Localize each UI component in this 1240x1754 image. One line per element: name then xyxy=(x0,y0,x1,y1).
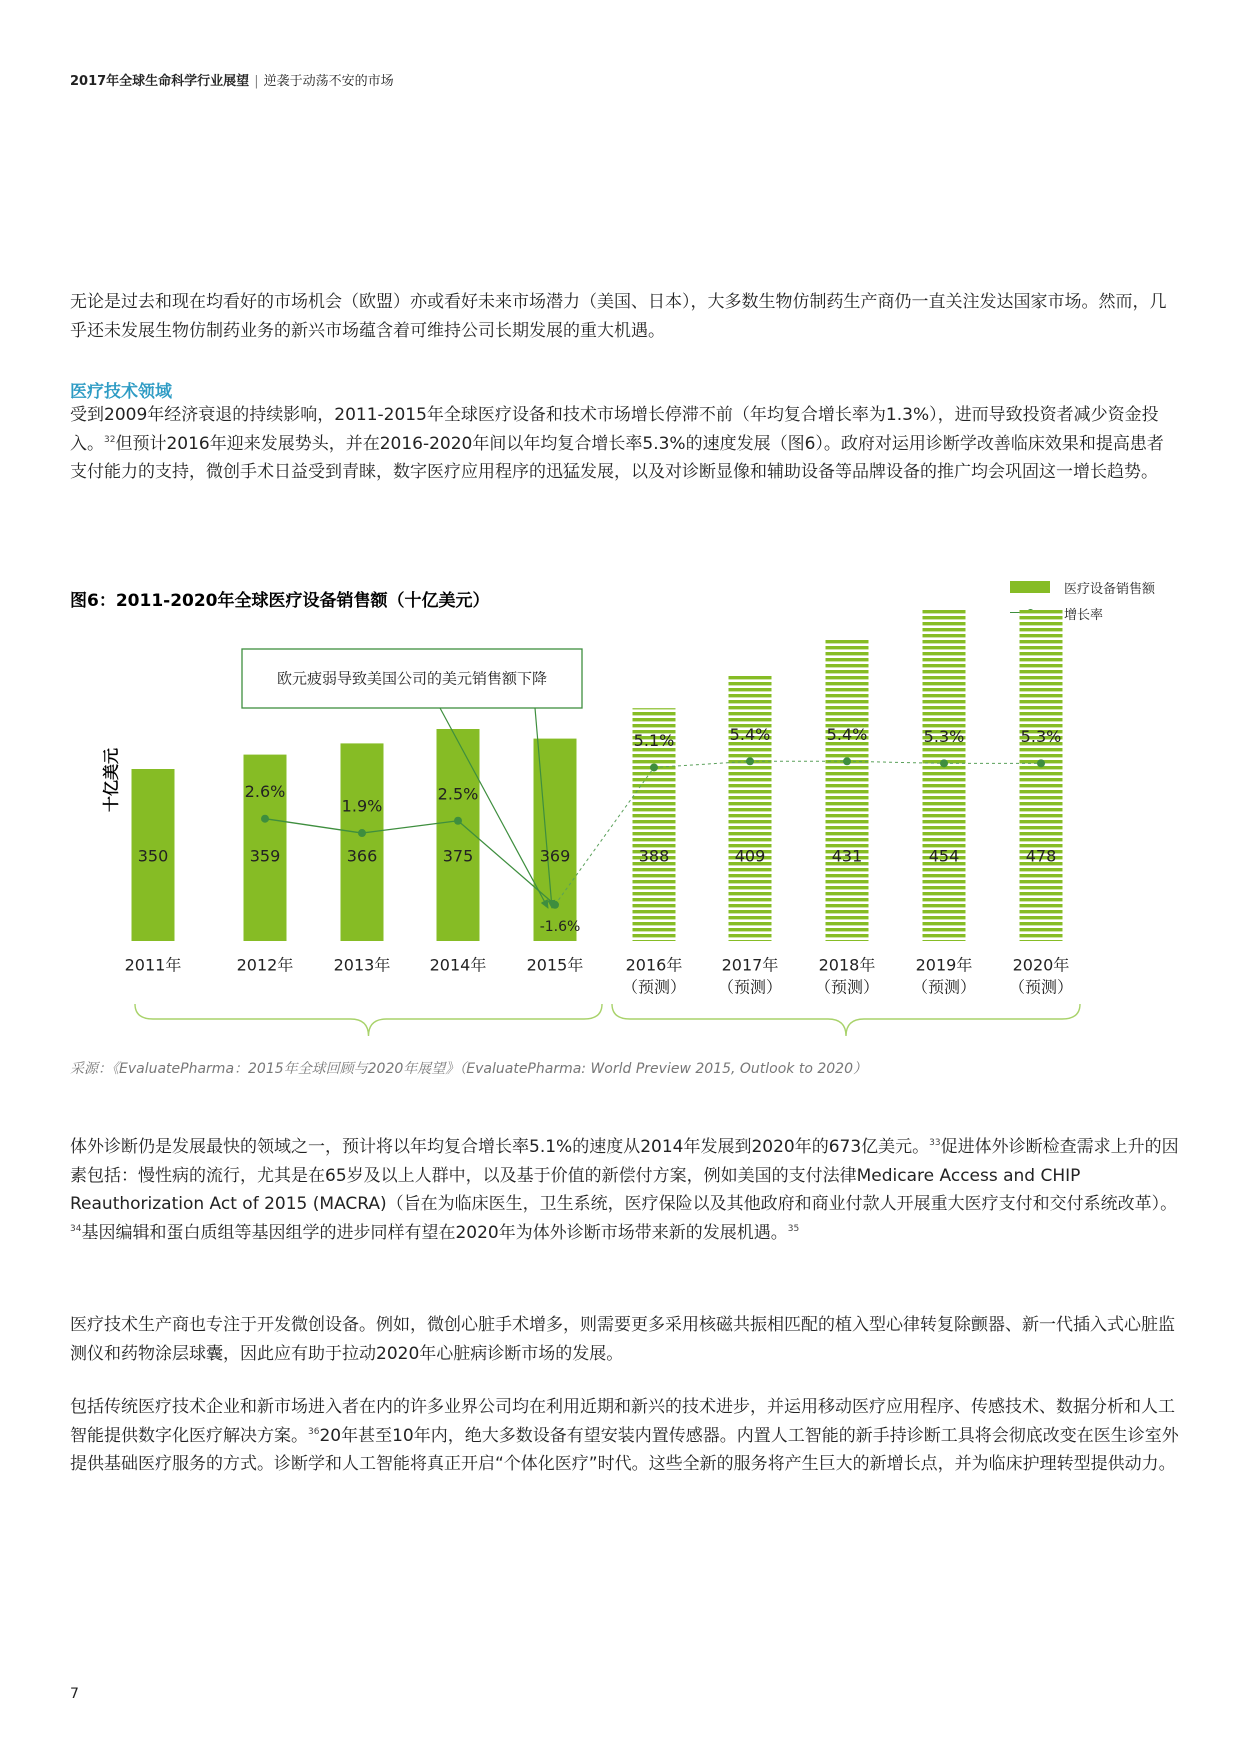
legend-item-sales xyxy=(1010,574,1155,600)
growth-point xyxy=(746,757,754,765)
page-number: 7 xyxy=(70,1686,79,1702)
bar-value-label: 369 xyxy=(539,846,571,866)
growth-point xyxy=(650,763,658,771)
growth-point xyxy=(358,829,366,837)
x-tick-label: 2014年 xyxy=(429,955,487,975)
x-tick-label: 2017年 xyxy=(721,955,779,975)
figure-source: 采源：《EvaluatePharma：2015年全球回顾与2020年展望》（EvaluatePharma: World Preview 2015, Outlook to 2020） xyxy=(70,1061,867,1077)
bar-value-label: 375 xyxy=(442,846,474,866)
page-header xyxy=(70,70,394,89)
period-brace xyxy=(612,1004,1080,1036)
x-tick-label: 2016年 xyxy=(625,955,683,975)
legend-bar-swatch xyxy=(1010,581,1050,593)
bar-value-label: 431 xyxy=(831,846,863,866)
x-tick-label: 2013年 xyxy=(333,955,391,975)
section-heading: 医疗技术领域 xyxy=(70,382,172,402)
x-tick-label: 2015年 xyxy=(526,955,584,975)
forecast-label: （预测） xyxy=(814,977,880,997)
report-title: 2017年全球生命科学行业展望 xyxy=(70,74,250,89)
bar-value-label: 366 xyxy=(346,846,378,866)
x-tick-label: 2020年 xyxy=(1012,955,1070,975)
growth-rate-label: 5.1% xyxy=(633,730,675,750)
growth-rate-label: 5.4% xyxy=(826,724,868,744)
braces-group xyxy=(135,1004,1080,1036)
footnote-ref[interactable]: 36 xyxy=(308,1426,320,1437)
ivd-text-3: 基因编辑和蛋白质组等基因组学的进步同样有望在2020年为体外诊断市场带来新的发展机遇。 xyxy=(81,1222,788,1243)
growth-point xyxy=(261,815,269,823)
x-tick-label: 2012年 xyxy=(236,955,294,975)
growth-rate-label: 2.6% xyxy=(244,782,286,802)
growth-point xyxy=(940,759,948,767)
growth-rate-label: 5.4% xyxy=(729,724,771,744)
legend-growth-label: 增长率 xyxy=(1064,607,1104,623)
report-subtitle: 逆袭于动荡不安的市场 xyxy=(263,74,394,89)
digital-text-1: 包括传统医疗技术企业和新市场进入者在内的许多业界公司均在利用近期和新兴的技术进步，并运用移动医疗应用程序、传感技术、数据分析和人工智能提供数字化医疗解决方案。 xyxy=(70,1397,1175,1446)
growth-rate-label: 1.9% xyxy=(341,796,383,816)
ivd-text-2: 促进体外诊断检查需求上升的因素包括：慢性病的流行，尤其是在65岁及以上人群中，以及基于价值的新偿付方案，例如美国的支付法律Medicare Access and CHIP Reauthorization Act of 2015 (MACRA)（旨在为临床医生，卫生系统，医疗保险以及其他政府和商业付款人开展重大医疗支付和交付系统改革）。 xyxy=(70,1137,1179,1214)
growth-rate-label: -1.6% xyxy=(539,918,581,935)
forecast-label: （预测） xyxy=(621,977,687,997)
annotation-text: 欧元疲弱导致美国公司的美元销售额下降 xyxy=(276,669,548,688)
header-separator: | xyxy=(254,74,259,89)
forecast-label: （预测） xyxy=(1008,977,1074,997)
bar-value-label: 478 xyxy=(1025,846,1057,866)
sales-bar xyxy=(729,675,772,941)
minimally-invasive-paragraph: 医疗技术生产商也专注于开发微创设备。例如，微创心脏手术增多，则需要更多采用核磁共振相匹配的植入型心律转复除颤器、新一代插入式心脏监测仪和药物涂层球囊，因此应有助于拉动2020年心脏病诊断市场的发展。 xyxy=(70,1315,1175,1364)
figure-title: 图6：2011-2020年全球医疗设备销售额（十亿美元） xyxy=(70,591,490,611)
bar-value-label: 359 xyxy=(249,846,281,866)
forecast-label: （预测） xyxy=(911,977,977,997)
sales-bar xyxy=(341,743,384,941)
footnote-ref[interactable]: 35 xyxy=(787,1223,800,1234)
period-brace xyxy=(135,1004,602,1036)
growth-rate-label: 2.5% xyxy=(437,784,479,804)
digital-health-paragraph xyxy=(70,1393,1180,1479)
footnote-ref[interactable]: 33 xyxy=(929,1138,941,1148)
sales-bar xyxy=(437,729,480,941)
forecast-label: （预测） xyxy=(717,977,783,997)
digital-text-2: 20年甚至10年内，绝大多数设备有望安装内置传感器。内置人工智能的新手持诊断工具将会彻底改变在医生诊室外提供基础医疗服务的方式。诊断学和人工智能将真正开启“个体化医疗”时代。这些全新的服务将产生巨大的新增长点，并为临床护理转型提供动力。 xyxy=(70,1425,1179,1474)
growth-point xyxy=(454,817,462,825)
sales-bar xyxy=(826,639,869,941)
intro-paragraph: 无论是过去和现在均看好的市场机会（欧盟）亦或看好未来市场潜力（美国、日本），大多数生物仿制药生产商仍一直关注发达国家市场。然而，几乎还未发展生物仿制药业务的新兴市场蕴含着可维持公司长期发展的重大机遇。 xyxy=(70,292,1167,341)
bar-value-label: 409 xyxy=(734,846,766,866)
bar-value-label: 350 xyxy=(137,846,169,866)
sales-bar xyxy=(1020,610,1063,941)
footnote-ref[interactable]: 34 xyxy=(70,1223,82,1234)
ivd-paragraph xyxy=(70,1133,1180,1247)
medtech-paragraph xyxy=(70,401,1180,487)
footnote-ref[interactable]: 32 xyxy=(104,434,116,445)
x-tick-label: 2011年 xyxy=(124,955,182,975)
growth-point xyxy=(843,757,851,765)
ivd-text-1: 体外诊断仍是发展最快的领域之一，预计将以年均复合增长率5.1%的速度从2014年发展到2020年的673亿美元。 xyxy=(70,1137,930,1157)
x-tick-label: 2019年 xyxy=(915,955,973,975)
legend-sales-label: 医疗设备销售额 xyxy=(1064,581,1156,597)
bar-value-label: 454 xyxy=(928,846,960,866)
annotation-group xyxy=(242,649,582,908)
sales-chart xyxy=(0,610,1240,1040)
growth-rate-label: 5.3% xyxy=(923,726,965,746)
medtech-text-1: 受到2009年经济衰退的持续影响，2011-2015年全球医疗设备和技术市场增长停滞不前（年均复合增长率为1.3%），进而导致投资者减少资金投入。 xyxy=(70,405,1159,454)
growth-point xyxy=(1037,759,1045,767)
bar-value-label: 388 xyxy=(638,846,670,866)
growth-rate-label: 5.3% xyxy=(1020,726,1062,746)
medtech-text-2: 但预计2016年迎来发展势头，并在2016-2020年间以年均复合增长率5.3%的速度发展（图6）。政府对运用诊断学改善临床效果和提高患者支付能力的支持，微创手术日益受到青睐，数字医疗应用程序的迅猛发展，以及对诊断显像和辅助设备等品牌设备的推广均会巩固这一增长趋势。 xyxy=(70,433,1164,482)
y-axis-label: 十亿美元 xyxy=(101,747,121,813)
x-tick-label: 2018年 xyxy=(818,955,876,975)
sales-bar xyxy=(923,610,966,941)
